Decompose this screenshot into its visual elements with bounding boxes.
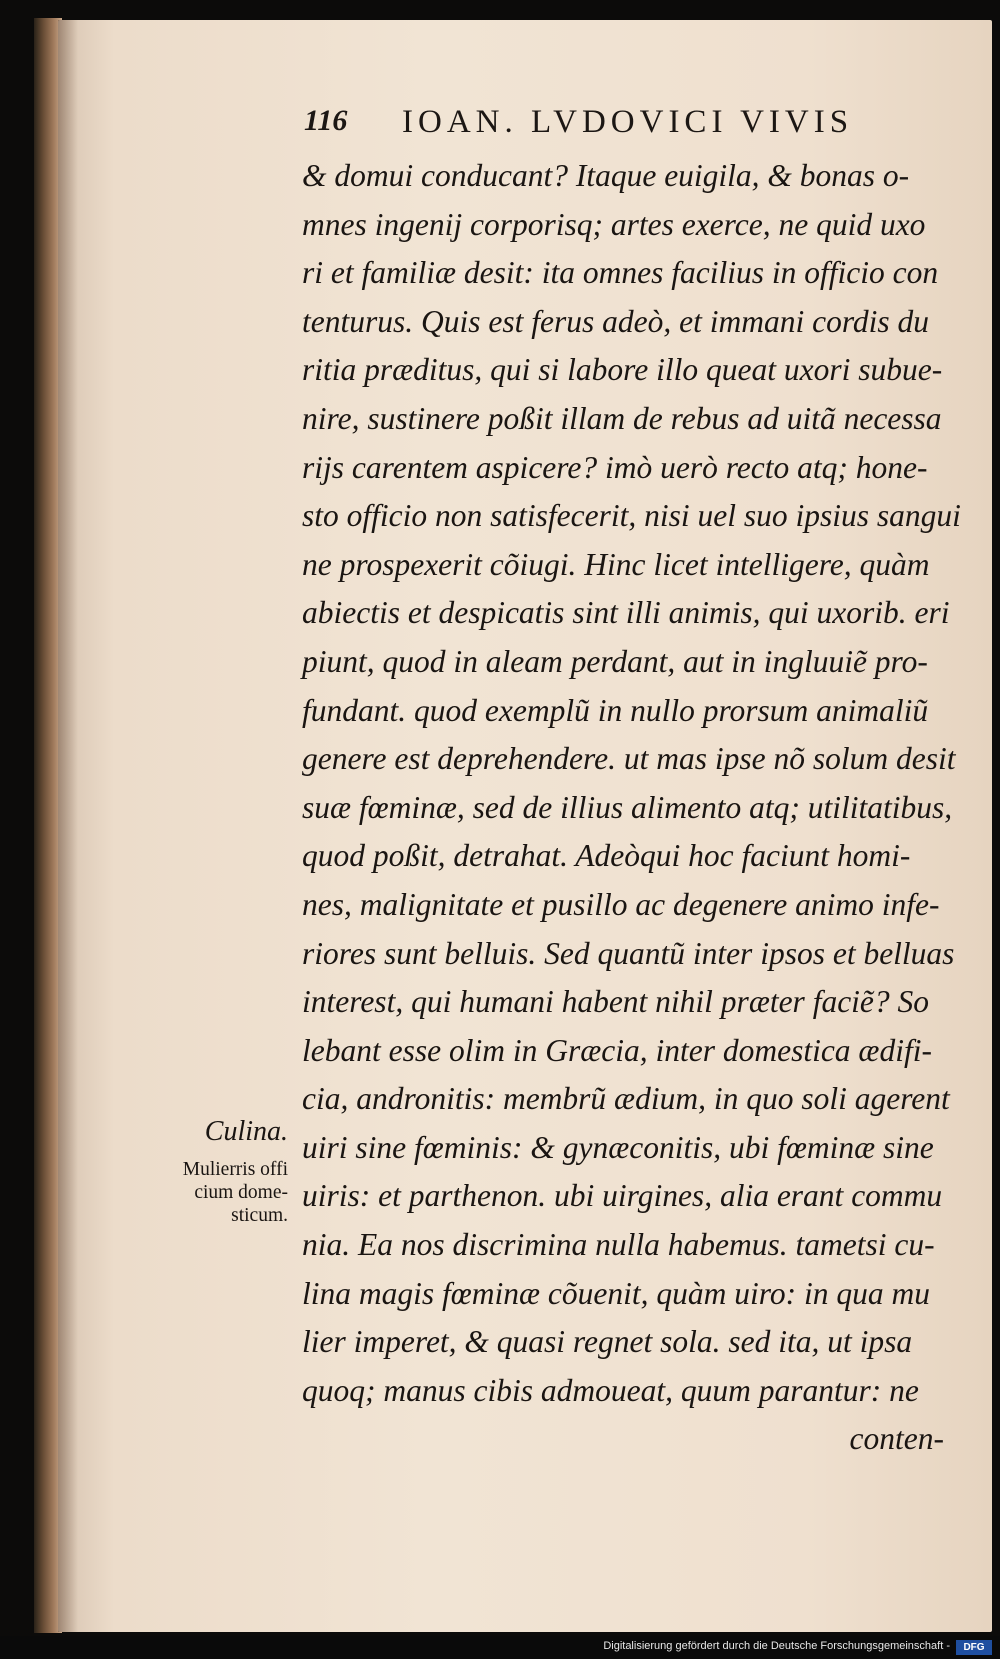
text-line: lina magis fœminæ cõuenit, quàm uiro: in qua mu [302,1275,930,1311]
text-line: genere est deprehendere. ut mas ipse nõ solum desit [302,741,956,777]
text-line: piunt, quod in aleam perdant, aut in ingluuiẽ pro- [302,643,928,679]
footer-credit: Digitalisierung gefördert durch die Deutsche Forschungsgemeinschaft - [603,1640,950,1652]
text-line: uiris: et parthenon. ubi uirgines, alia erant commu [302,1178,943,1214]
text-line: cia, andronitis: membrũ ædium, in quo soli agerent [302,1081,950,1117]
text-line: ritia præditus, qui si labore illo queat uxori subue- [302,352,943,388]
text-line: suæ fœminæ, sed de illius alimento atq; utilitatibus, [302,789,953,825]
text-line: quoq; manus cibis admoueat, quum parantur: ne [302,1372,919,1408]
marginal-note-mulieris [128,1158,288,1227]
text-line: abiectis et despicatis sint illi animis, qui uxorib. eri [302,595,950,631]
text-line: quod poßit, detrahat. Adeòqui hoc faciunt homi- [302,838,911,874]
page-number: 116 [304,104,348,137]
text-line: nes, malignitate et pusillo ac degenere animo infe- [302,886,940,922]
text-line: uiri sine fœminis: & gynæconitis, ubi fœminæ sine [302,1129,934,1165]
text-line: interest, qui humani habent nihil præter faciẽ? So [302,984,930,1020]
marginal-note-line: sticum. [231,1205,288,1226]
body-text [302,152,962,1464]
text-line: sto officio non satisfecerit, nisi uel suo ipsius sangui [302,498,961,534]
text-line: rijs carentem aspicere? imò uerò recto atq; hone- [302,449,928,485]
text-line: & domui conducant? Itaque euigila, & bonas o- [302,158,910,193]
page-gutter-shadow [58,20,78,1632]
marginal-note-line: cium dome- [194,1182,288,1203]
text-line: lier imperet, & quasi regnet sola. sed ita, ut ipsa [302,1324,913,1360]
text-line: ri et familiæ desit: ita omnes facilius in officio con [302,255,939,291]
text-line: riores sunt belluis. Sed quantũ inter ipsos et belluas [302,935,955,971]
text-line: nire, sustinere poßit illam de rebus ad uitã necessa [302,400,942,436]
text-line: lebant esse olim in Græcia, inter domestica ædifi- [302,1032,932,1068]
marginal-note-culina: Culina. [204,1116,288,1147]
text-line: ne prospexerit cõiugi. Hinc licet intelligere, quàm [302,546,930,582]
text-line: mnes ingenij corporisq; artes exerce, ne quid uxo [302,206,926,242]
catchword: conten- [849,1421,944,1457]
text-line: nia. Ea nos discrimina nulla habemus. tametsi cu- [302,1227,935,1263]
marginal-note-line: Mulierris offi [182,1159,288,1180]
text-line: tenturus. Quis est ferus adeò, et immani cordis du [302,303,930,339]
text-line: fundant. quod exemplũ in nullo prorsum animaliũ [302,692,929,728]
dfg-logo: DFG [956,1640,992,1655]
digitization-footer [0,1636,1000,1659]
page-header [304,104,894,144]
running-head: IOAN. LVDOVICI VIVIS [402,104,854,140]
